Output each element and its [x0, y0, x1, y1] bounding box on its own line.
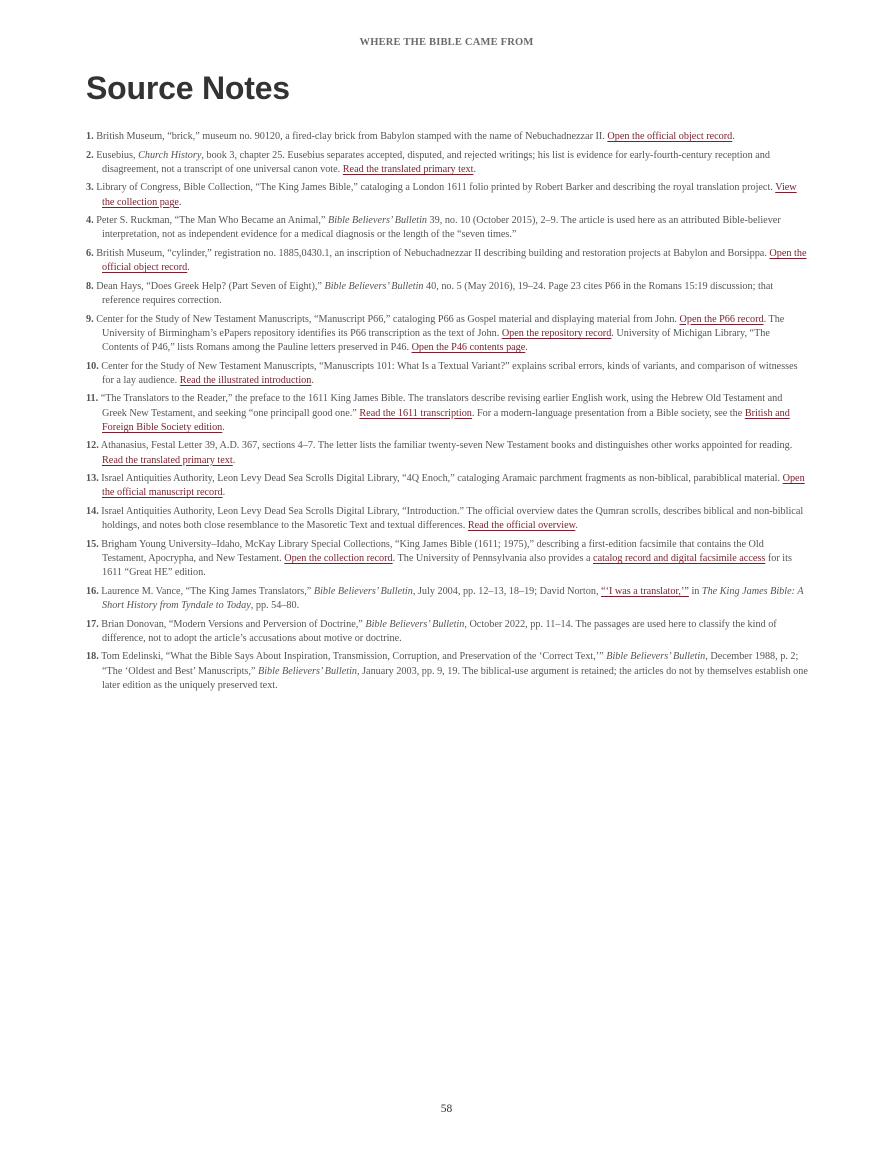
- note-text: in: [688, 585, 702, 597]
- note-text: . For a modern-language presentation from a Bible society, see the: [471, 407, 745, 419]
- note-number: 15.: [86, 538, 99, 550]
- note-number: 17.: [86, 618, 99, 630]
- source-notes-list: [86, 130, 808, 697]
- work-title: Bible Believers’ Bulletin: [365, 618, 465, 630]
- source-link[interactable]: British and Foreign Bible Society edition: [102, 407, 790, 433]
- source-note: [86, 360, 808, 388]
- note-number: 12.: [86, 440, 99, 452]
- note-text: Tom Edelinski, “What the Bible Says About Inspiration, Transmission, Corruption, and Preservation of the ‘Correct Text,’”: [101, 651, 607, 663]
- source-link[interactable]: Open the official manuscript record: [102, 473, 805, 499]
- note-text: Israel Antiquities Authority, Leon Levy Dead Sea Scrolls Digital Library, “4Q Enoch,” cataloging Aramaic parchment fragments as non-biblical, parabiblical material.: [101, 473, 783, 485]
- note-number: 14.: [86, 505, 99, 517]
- source-link[interactable]: Open the P46 contents page: [411, 341, 526, 353]
- note-number: 10.: [86, 360, 99, 372]
- note-text: Athanasius, Festal Letter 39, A.D. 367, sections 4–7. The letter lists the familiar twenty-seven New Testament books and distinguishes other works appointed for reading.: [100, 440, 793, 452]
- work-title: Bible Believers’ Bulletin: [606, 651, 706, 663]
- source-link[interactable]: “‘I was a translator,’”: [601, 585, 689, 597]
- source-note: [86, 181, 808, 209]
- note-text: , pp. 54–80.: [250, 599, 300, 611]
- source-note: [86, 280, 808, 308]
- source-link[interactable]: Read the translated primary text: [102, 454, 233, 466]
- note-text: .: [222, 421, 225, 433]
- source-link[interactable]: Open the official object record: [102, 247, 807, 274]
- source-link[interactable]: Open the collection record: [284, 552, 393, 564]
- note-number: 11.: [86, 393, 99, 405]
- source-note: [86, 585, 808, 613]
- note-text: 39, no. 10 (October 2015), 2–9. The article is used here as an attributed Bible-believer interpretation, not as independent evidence for a medical diagnosis or the length of the “seven times.”: [102, 215, 781, 241]
- note-text: .: [525, 341, 528, 353]
- note-text: . The University of Birmingham’s ePapers repository identifies its P66 transcription as the text of John.: [102, 313, 785, 339]
- source-note: [86, 650, 808, 693]
- note-text: Laurence M. Vance, “The King James Translators,”: [101, 585, 314, 597]
- source-link[interactable]: View the collection page: [102, 182, 797, 208]
- note-text: .: [178, 196, 182, 208]
- note-text: Library of Congress, Bible Collection, “The King James Bible,” cataloging a London 1611 folio printed by Robert Barker and describing the royal translation project.: [96, 182, 776, 194]
- note-text: Brian Donovan, “Modern Versions and Perversion of Doctrine,”: [101, 618, 366, 630]
- note-number: 1.: [86, 131, 94, 142]
- source-note: [86, 214, 808, 242]
- note-number: 4.: [86, 215, 94, 227]
- note-text: Center for the Study of New Testament Manuscripts, “Manuscripts 101: What Is a Textual Variant?” explains scribal errors, kinds of variants, and comparison of witnesses for a lay audience.: [101, 360, 798, 386]
- work-title: Bible Believers’ Bulletin: [327, 215, 427, 227]
- note-text: , October 2022, pp. 11–14. The passages are used here to classify the kind of difference, not to adopt the article’s accusations about motive or doctrine.: [102, 618, 777, 644]
- note-text: Israel Antiquities Authority, Leon Levy Dead Sea Scrolls Digital Library, “Introduction.” The official overview dates the Qumran scrolls, describes biblical and non-biblical holdings, and notes both close resemblance to the Masoretic Text and textual differences.: [101, 505, 804, 532]
- source-link[interactable]: Open the official object record: [607, 131, 733, 142]
- note-text: .: [732, 131, 735, 142]
- work-title: Bible Believers’ Bulletin: [313, 585, 413, 597]
- note-text: .: [232, 454, 236, 466]
- note-text: , January 2003, pp. 9, 19. The biblical-use argument is retained; the articles do not by themselves establish one later edition as the uniquely preserved text.: [102, 665, 808, 691]
- source-note: [86, 618, 808, 646]
- note-text: , book 3, chapter 25. Eusebius separates accepted, disputed, and rejected writings; his list is evidence for early-fourth-century reception and disagreement, not a transcript of one universal canon vote.: [102, 149, 770, 175]
- work-title: The King James Bible: A Short History from Tyndale to Today: [102, 585, 804, 611]
- source-link[interactable]: Read the translated primary text: [342, 163, 474, 175]
- source-note: [86, 149, 808, 177]
- note-number: 3.: [86, 182, 94, 194]
- work-title: Bible Believers’ Bulletin: [324, 280, 424, 292]
- note-text: , July 2004, pp. 12–13, 18–19; David Norton,: [412, 585, 602, 597]
- note-number: 6.: [86, 247, 94, 259]
- note-text: Dean Hays, “Does Greek Help? (Part Seven of Eight),”: [96, 280, 325, 292]
- note-number: 2.: [86, 149, 94, 161]
- source-link[interactable]: catalog record and digital facsimile access: [593, 552, 766, 564]
- page-number: 58: [440, 1103, 453, 1115]
- source-link[interactable]: Read the 1611 transcription: [359, 407, 472, 419]
- note-text: .: [575, 520, 578, 532]
- note-text: British Museum, “cylinder,” registration no. 1885,0430.1, an inscription of Nebuchadnezzar II describing building and restoration projects at Babylon and Borsippa.: [96, 247, 770, 259]
- source-note: [86, 392, 808, 435]
- note-text: , December 1988, p. 2; “The ‘Oldest and Best’ Manuscripts,”: [102, 651, 799, 677]
- running-head: WHERE THE BIBLE CAME FROM: [359, 37, 534, 48]
- note-text: 40, no. 5 (May 2016), 19–24. Page 23 cites P66 in the Romans 15:19 discussion; that reference requires correction.: [102, 280, 774, 306]
- note-number: 9.: [86, 313, 94, 325]
- source-link[interactable]: Open the repository record: [501, 327, 612, 339]
- note-text: .: [311, 374, 314, 386]
- note-number: 18.: [86, 651, 99, 663]
- note-number: 8.: [86, 280, 94, 292]
- note-text: Brigham Young University–Idaho, McKay Library Special Collections, “King James Bible (1611; 1975),” describing a first-edition facsimile that contains the Old Testament, Apocrypha, and New Testament.: [101, 538, 764, 564]
- note-text: British Museum, “brick,” museum no. 90120, a fired-clay brick from Babylon stamped with the name of Nebuchadnezzar II.: [96, 131, 608, 142]
- work-title: Bible Believers’ Bulletin: [257, 665, 357, 677]
- source-link[interactable]: Open the P66 record: [679, 313, 764, 325]
- source-link[interactable]: Read the illustrated introduction: [179, 374, 312, 386]
- page-title: Source Notes: [86, 70, 290, 106]
- note-text: Peter S. Ruckman, “The Man Who Became an Animal,”: [96, 215, 328, 227]
- note-number: 16.: [86, 585, 99, 597]
- note-text: .: [187, 262, 190, 274]
- note-text: “The Translators to the Reader,” the preface to the 1611 King James Bible. The translators describe revising earlier English work, using the Hebrew Old Testament and Greek New Testament, and seeking “one principall good one.”: [100, 393, 783, 419]
- source-note: [86, 538, 808, 581]
- source-note: [86, 130, 808, 144]
- note-text: Eusebius,: [96, 149, 139, 161]
- note-text: . University of Michigan Library, “The Contents of P46,” lists Romans among the Pauline letters preserved in P46.: [102, 327, 770, 353]
- source-note: [86, 439, 808, 467]
- source-note: [86, 505, 808, 533]
- source-note: [86, 313, 808, 356]
- source-note: [86, 472, 808, 500]
- source-note: [86, 247, 808, 275]
- source-link[interactable]: Read the official overview: [467, 520, 576, 532]
- work-title: Church History: [138, 149, 202, 161]
- note-text: .: [222, 487, 226, 499]
- note-text: Center for the Study of New Testament Manuscripts, “Manuscript P66,” cataloging P66 as Gospel material and displaying material from John.: [96, 313, 680, 325]
- note-number: 13.: [86, 473, 99, 485]
- note-text: . The University of Pennsylvania also provides a: [392, 552, 594, 564]
- note-text: .: [473, 163, 476, 175]
- note-text: for its 1611 “Great HE” edition.: [102, 552, 792, 579]
